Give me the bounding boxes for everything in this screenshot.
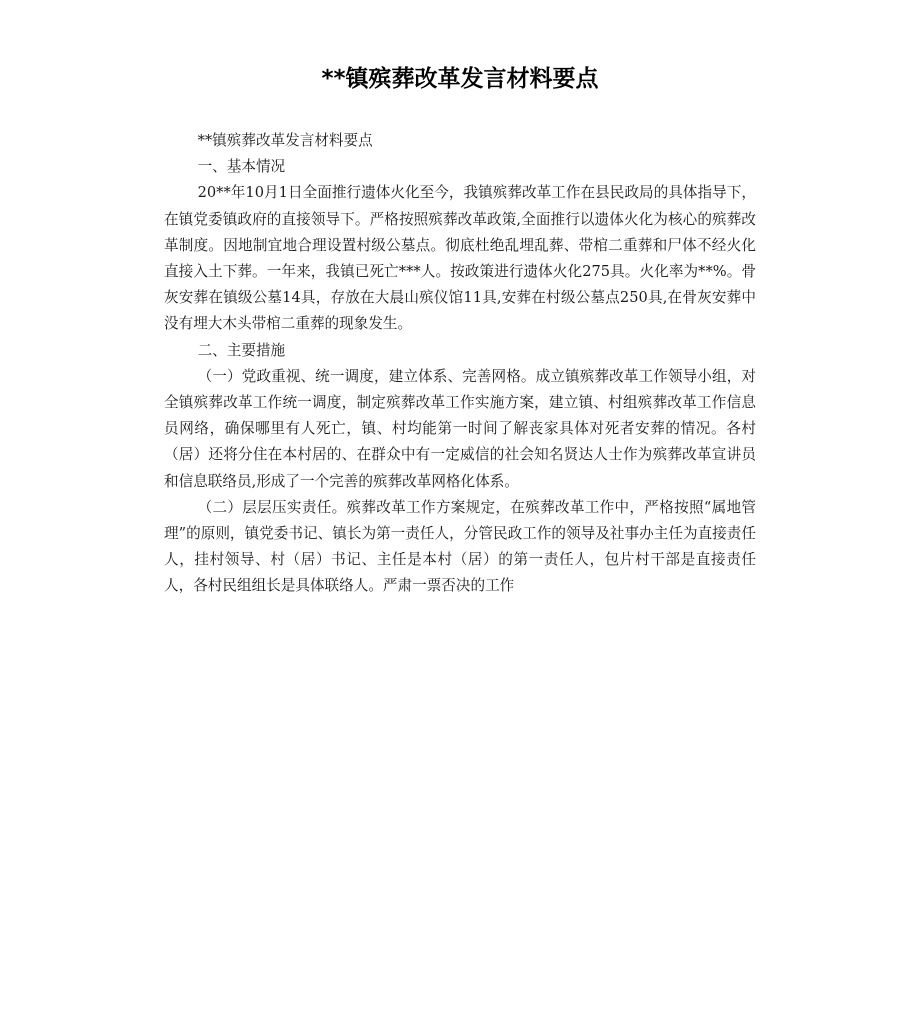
body-paragraph-doc-name: **镇殡葬改革发言材料要点 [197,132,373,149]
section-heading-main-measures: 二、主要措施 [197,341,286,359]
section-heading-basic-situation: 一、基本情况 [197,158,286,176]
body-paragraph-measure-2: （二）层层压实责任。殡葬改革工作方案规定，在殡葬改革工作中，严格按照“属地管理”的原则，镇党委书记、镇长为第一责任人，分管民政工作的领导及社事办主任为直接责任人，挂村领导、村（居）书记、主任是本村（居）的第一责任人，包片村干部是直接责任人，各村民组组长是具体联络人。严肃一票否决的工作 [164,498,756,595]
document-body [164,128,756,600]
document-title: **镇殡葬改革发言材料要点 [321,66,599,92]
body-paragraph-measure-1: （一）党政重视、统一调度，建立体系、完善网格。成立镇殡葬改革工作领导小组，对全镇殡葬改革工作统一调度，制定殡葬改革工作实施方案，建立镇、村组殡葬改革工作信息员网络，确保哪里有人死亡，镇、村均能第一时间了解丧家具体对死者安葬的情况。各村（居）还将分住在本村居的、在群众中有一定威信的社会知名贤达人士作为殡葬改革宣讲员和信息联络员,形成了一个完善的殡葬改革网格化体系。 [164,367,756,490]
body-paragraph-basic-situation: 20**年10月1日全面推行遗体火化至今，我镇殡葬改革工作在县民政局的具体指导下，在镇党委镇政府的直接领导下。严格按照殡葬改革政策,全面推行以遗体火化为核心的殡葬改革制度。因地制宜地合理设置村级公墓点。彻底杜绝乱埋乱葬、带棺二重葬和尸体不经火化直接入土下葬。一年来，我镇已死亡***人。按政策进行遗体火化275具。火化率为**%。骨灰安葬在镇级公墓14具，存放在大晨山殡仪馆11具,安葬在村级公墓点250具,在骨灰安葬中没有埋大木头带棺二重葬的现象发生。 [164,184,756,333]
